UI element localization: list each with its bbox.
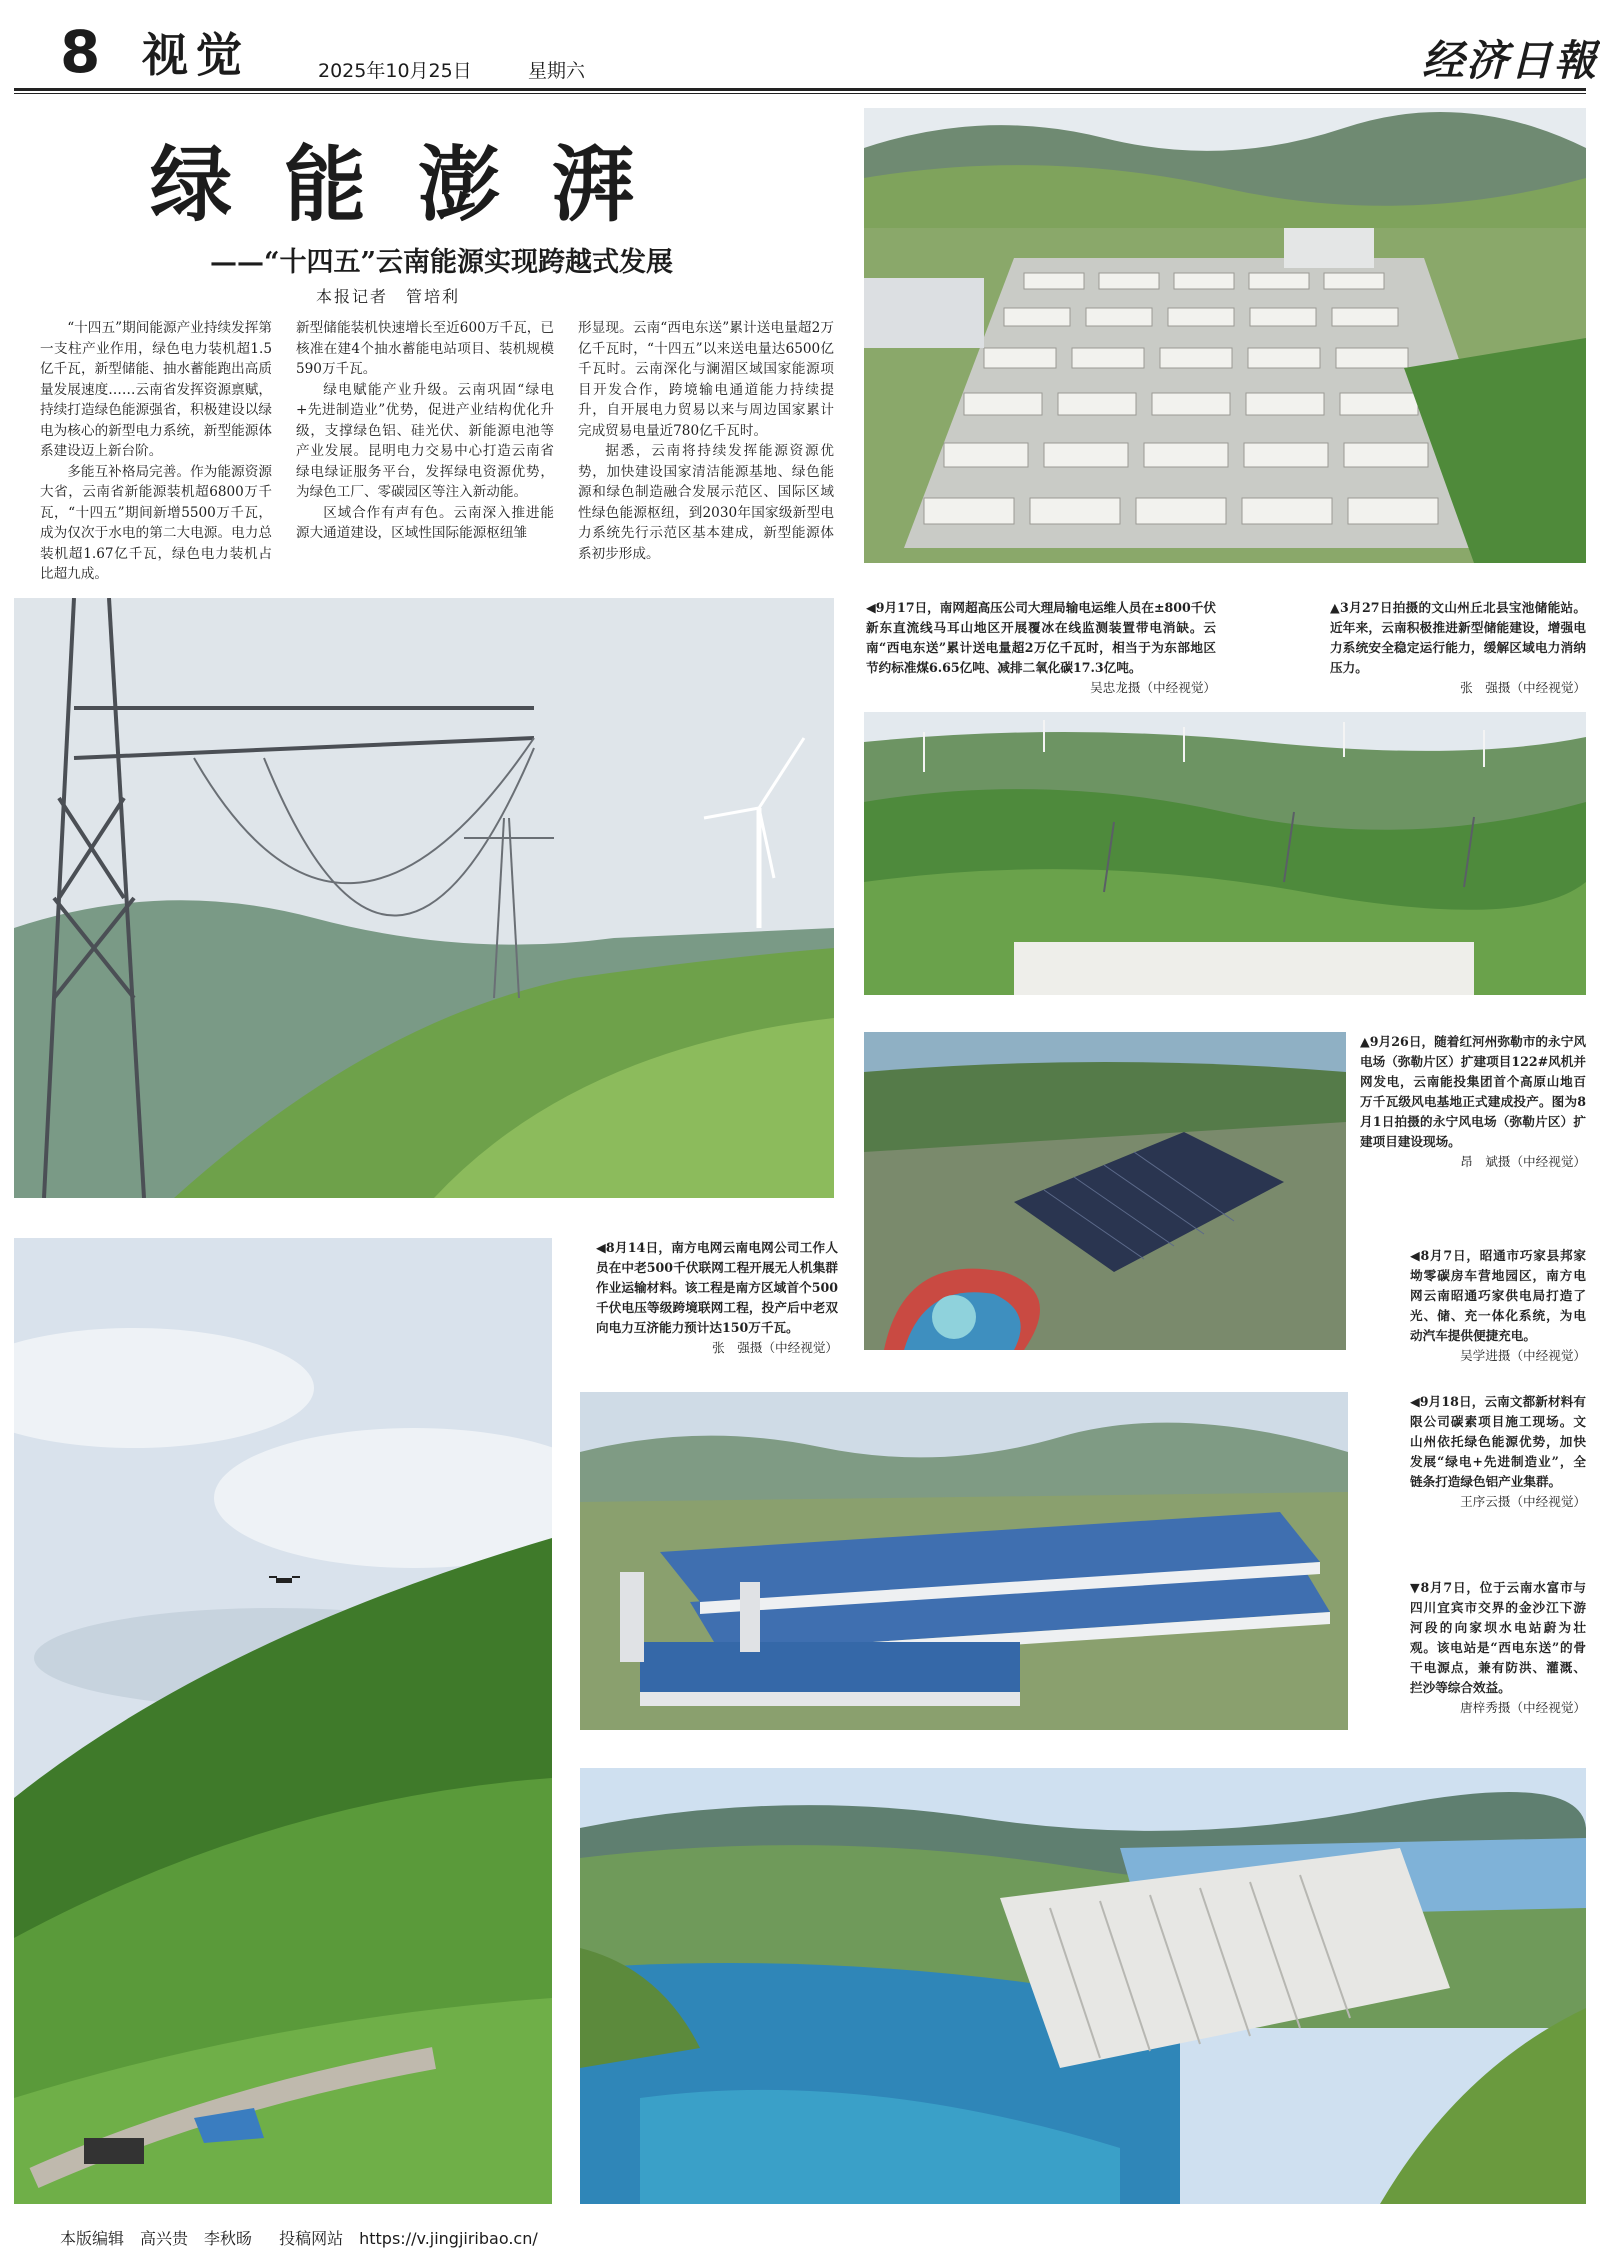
paragraph: 据悉，云南将持续发挥能源资源优势，加快建设国家清洁能源基地、绿色能源和绿色制造融合发展示范区、国际区域性绿色能源枢纽，到2030年国家级新型电力系统先行示范区基本建成，新型能源体系初步形成。 [578, 443, 834, 562]
paragraph: 区域合作有声有色。云南深入推进能源大通道建设，区域性国际能源枢纽雏 [296, 504, 554, 541]
photo-wind-farm [864, 712, 1586, 995]
paragraph: 多能互补格局完善。作为能源资源大省，云南省新能源装机超6800万千瓦，“十四五”期间新增5500万千瓦，成为仅次于水电的第二大电源。电力总装机超1.67亿千瓦，绿色电力装机占比超九成。 [40, 463, 272, 582]
paragraph: 绿电赋能产业升级。云南巩固“绿电+先进制造业”优势，促进产业结构优化升级，支撑绿色铝、硅光伏、新能源电池等产业发展。昆明电力交易中心打造云南省绿电绿证服务平台，发挥绿电资源优势，为绿色工厂、零碳园区等注入新动能。 [296, 381, 554, 500]
article-subtitle: ——“十四五”云南能源实现跨越式发展 [210, 247, 674, 278]
issue-weekday: 星期六 [528, 60, 586, 82]
caption-charging [1410, 1246, 1586, 1366]
paragraph: 新型储能装机快速增长至近600万千瓦，已核准在建4个抽水蓄能电站项目、装机规模590万千瓦。 [296, 320, 554, 377]
caption-text: ▲9月26日，随着红河州弥勒市的永宁风电场（弥勒片区）扩建项目122#风机并网发电，云南能投集团首个高原山地百万千瓦级风电基地正式建成投产。图为8月1日拍摄的永宁风电场（弥勒片区）扩建项目建设现场。 [1360, 1034, 1586, 1149]
paragraph: 形显现。云南“西电东送”累计送电量超2万亿千瓦时，“十四五”以来送电量达6500亿千瓦时。云南深化与澜湄区域国家能源项目开发合作，跨境输电通道能力持续提升，自开展电力贸易以来与周边国家累计完成贸易电量近780亿千瓦时。 [578, 320, 834, 439]
caption-credit: 昂 斌摄（中经视觉） [1460, 1154, 1586, 1169]
photo-drone-forest [14, 1238, 552, 2204]
caption-text: ▼8月7日，位于云南水富市与四川宜宾市交界的金沙江下游河段的向家坝水电站蔚为壮观。该电站是“西电东送”的骨干电源点，兼有防洪、灌溉、拦沙等综合效益。 [1410, 1580, 1586, 1695]
masthead-rule-thin [14, 93, 1586, 94]
article-byline: 本报记者 管培利 [316, 287, 461, 306]
caption-text: ▲3月27日拍摄的文山州丘北县宝池储能站。近年来，云南积极推进新型储能建设，增强电力系统安全稳定运行能力，缓解区域电力消纳压力。 [1330, 600, 1586, 675]
caption-credit: 王序云摄（中经视觉） [1460, 1494, 1586, 1509]
caption-transmission [866, 598, 1216, 698]
paper-logo: 经济日報 [1422, 36, 1599, 85]
footer-submission[interactable]: 投稿网站 https://v.jingjiribao.cn/ [279, 2229, 538, 2248]
caption-text: ◀8月7日，昭通市巧家县邦家坳零碳房车营地园区，南方电网云南昭通巧家供电局打造了光、储、充一体化系统，为电动汽车提供便捷充电。 [1410, 1248, 1586, 1343]
photo-aluminum-plant [580, 1392, 1348, 1730]
footer-editor: 本版编辑 高兴贵 李秋旸 [60, 2229, 253, 2248]
caption-storage [1330, 598, 1586, 698]
caption-aluminum [1410, 1392, 1586, 1512]
article-column-2 [296, 318, 554, 544]
photo-hydropower-dam [580, 1768, 1586, 2204]
issue-date: 2025年10月25日 [318, 60, 472, 82]
caption-text: ◀9月18日，云南文都新材料有限公司碳素项目施工现场。文山州依托绿色能源优势，加快发展“绿电+先进制造业”，全链条打造绿色铝产业集群。 [1410, 1394, 1586, 1489]
caption-credit: 吴忠龙摄（中经视觉） [1090, 680, 1216, 695]
caption-credit: 张 强摄（中经视觉） [712, 1340, 838, 1355]
caption-text: ◀8月14日，南方电网云南电网公司工作人员在中老500千伏联网工程开展无人机集群作业运输材料。该工程是南方区域首个500千伏电压等级跨境联网工程，投产后中老双向电力互济能力预计达150万千瓦。 [596, 1240, 838, 1335]
article-title: 绿能澎湃 [150, 137, 687, 233]
photo-transmission-tower [14, 598, 834, 1198]
caption-text: ◀9月17日，南网超高压公司大理局输电运维人员在±800千伏新东直流线马耳山地区开展覆冰在线监测装置带电消缺。云南“西电东送”累计送电量超2万亿千瓦时，相当于为东部地区节约标准煤6.65亿吨、减排二氧化碳17.3亿吨。 [866, 600, 1216, 675]
section-title: 视觉 [142, 28, 250, 82]
page-number: 8 [60, 18, 101, 86]
caption-drone [596, 1238, 838, 1358]
photo-storage-station [864, 108, 1586, 563]
caption-credit: 唐梓秀摄（中经视觉） [1460, 1700, 1586, 1715]
page-footer [60, 2226, 560, 2249]
photo-solar-carport [864, 1032, 1346, 1350]
masthead-rule [14, 88, 1586, 91]
caption-wind [1360, 1032, 1586, 1172]
caption-credit: 张 强摄（中经视觉） [1460, 680, 1586, 695]
caption-credit: 吴学进摄（中经视觉） [1460, 1348, 1586, 1363]
caption-hydro [1410, 1578, 1586, 1718]
article-column-3 [578, 318, 834, 564]
paragraph: “十四五”期间能源产业持续发挥第一支柱产业作用，绿色电力装机超1.5亿千瓦，新型储能、抽水蓄能跑出高质量发展速度……云南省发挥资源禀赋，持续打造绿色能源强省，积极建设以绿电为核心的新型电力系统，新型能源体系建设迈上新台阶。 [40, 320, 272, 459]
article-column-1 [40, 318, 272, 585]
